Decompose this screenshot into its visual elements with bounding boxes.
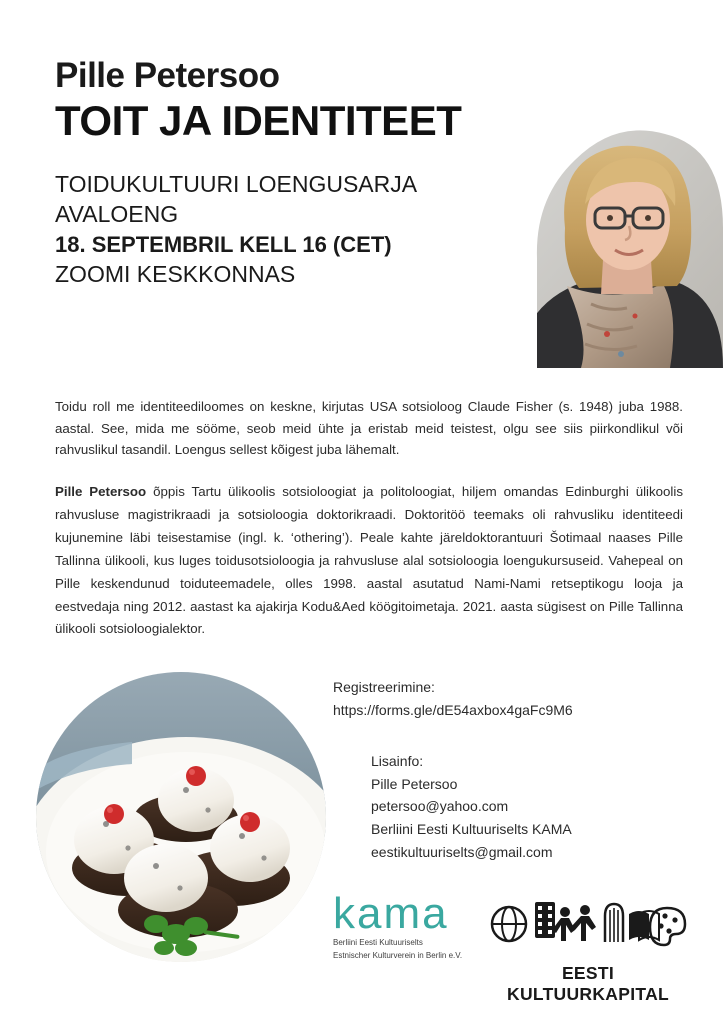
speaker-name: Pille Petersoo bbox=[55, 56, 280, 95]
event-datetime: 18. SEPTEMBRIL KELL 16 (CET) bbox=[55, 232, 392, 257]
registration-link[interactable]: https://forms.gle/dE54axbox4gaFc9M6 bbox=[333, 701, 573, 718]
registration-block bbox=[333, 676, 573, 721]
page-title: TOIT JA IDENTITEET bbox=[55, 96, 462, 144]
speaker-portrait bbox=[495, 108, 723, 368]
bio-paragraph bbox=[55, 481, 683, 641]
contact-block bbox=[371, 750, 572, 863]
food-photo bbox=[36, 672, 326, 962]
contact-label: Lisainfo: bbox=[371, 753, 424, 769]
kama-wordmark: kama bbox=[333, 889, 449, 938]
registration-label: Registreerimine: bbox=[333, 679, 435, 695]
event-subtitle-block bbox=[55, 169, 495, 290]
kulka-figures-icon bbox=[487, 898, 689, 956]
poster-header bbox=[55, 58, 495, 290]
intro-paragraph: Toidu roll me identiteediloomes on keskne, kirjutas USA sotsioloog Claude Fisher (s. 1948) juba 1988. aastal. See, mida me sööme, seob meid ühte ja eristab meid teistest, olgu see siis piirkondlikul või rahvuslikul tasandil. Loengus sellest kõigest juba lähemalt. bbox=[55, 399, 683, 458]
event-location: ZOOMI KESKKONNAS bbox=[55, 261, 296, 288]
kulka-logo bbox=[487, 898, 689, 1004]
kulka-wordmark: EESTI KULTUURKAPITAL bbox=[507, 963, 669, 1004]
kama-subtitle-de: Estnischer Kulturverein in Berlin e.V. bbox=[333, 950, 463, 960]
subtitle-line-1: TOIDUKULTUURI LOENGUSARJA bbox=[55, 170, 418, 197]
subtitle-line-2: AVALOENG bbox=[55, 201, 179, 228]
bio-rest-text: õppis Tartu ülikoolis sotsioloogiat ja politoloogiat, hiljem omandas Edinburghi ülikoolis rahvusluse magistrikraadi ja sotsioloogia doktorikraadi. Doktoritöö teemaks oli rahvusliku identiteedi kujunemine läbi teisestamise (ingl. k. ‘othering’). Peale kahte järeldoktorantuuri Šotimaal naases Pille Tallinna ülikooli, kus luges toidusotsioloogia ja rahvusluse alal sotsioloogia loengukursuseid. Vahepeal on Pille keskendunud toiduteemadele, olles 1998. aastal asutatud Nami-Nami retseptikogu looja ja eestvedaja ning 2012. aastast ka ajakirja Kodu&Aed köögitoimetaja. 2021. aasta sügisest on Pille Tallinna ülikooli sotsioloogialektor. bbox=[55, 484, 683, 637]
kama-subtitle-et: Berliini Eesti Kultuuriselts bbox=[333, 938, 423, 947]
contact-org: Berliini Eesti Kultuuriselts KAMA bbox=[371, 821, 572, 838]
bio-lead-name: Pille Petersoo bbox=[55, 484, 147, 500]
contact-email[interactable]: petersoo@yahoo.com bbox=[371, 798, 509, 815]
kama-logo bbox=[333, 889, 483, 972]
contact-name: Pille Petersoo bbox=[371, 775, 458, 792]
contact-org-email[interactable]: eestikultuuriselts@gmail.com bbox=[371, 843, 553, 860]
